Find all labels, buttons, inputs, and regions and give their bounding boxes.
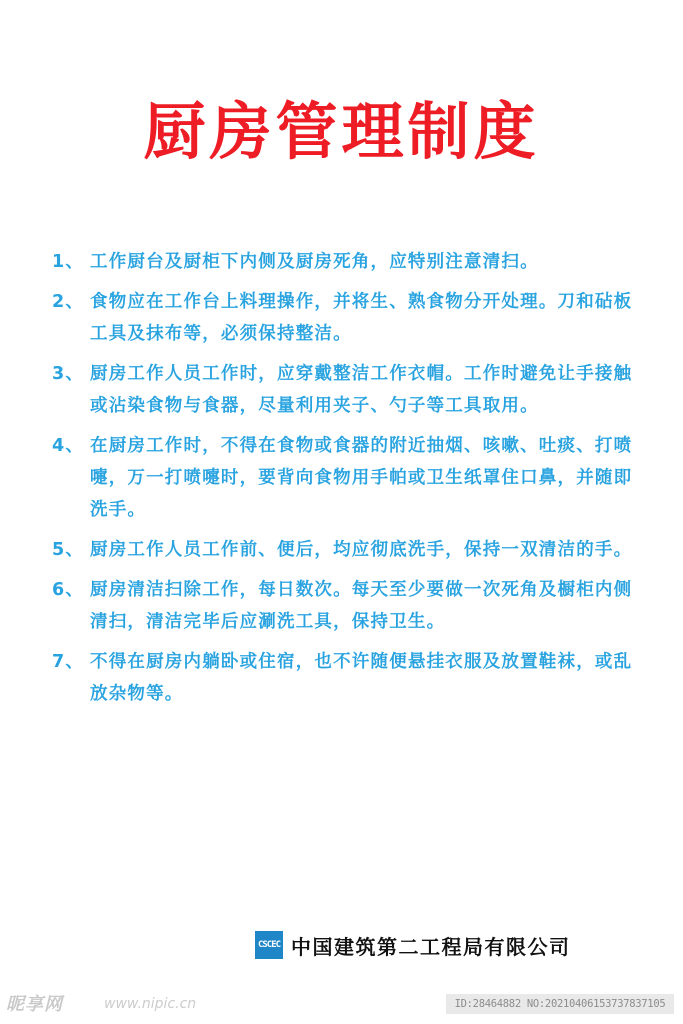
company-footer	[255, 929, 571, 961]
rule-number: 5、	[52, 540, 85, 560]
rules-list	[52, 246, 642, 718]
rule-item	[52, 358, 642, 422]
watermark-site: www.nipic.cn	[104, 996, 197, 1012]
rule-number: 6、	[52, 580, 85, 600]
rule-text: 厨房工作人员工作前、便后，均应彻底洗手，保持一双清洁的手。	[90, 540, 633, 560]
watermark-id: ID:28464882 NO:20210406153737837105	[446, 994, 674, 1014]
company-name: 中国建筑第二工程局有限公司	[291, 934, 571, 959]
rule-number: 1、	[52, 252, 85, 272]
rule-text: 工作厨台及厨柜下内侧及厨房死角，应特别注意清扫。	[90, 252, 539, 272]
rule-item	[52, 286, 642, 350]
rule-text: 厨房清洁扫除工作，每日数次。每天至少要做一次死角及橱柜内侧清扫，清洁完毕后应涮洗工具，保持卫生。	[90, 580, 633, 632]
cscec-logo-icon: CSCEC	[255, 931, 283, 959]
rule-item	[52, 246, 642, 278]
page-title: 厨房管理制度	[143, 95, 540, 168]
rule-item	[52, 646, 642, 710]
rule-number: 7、	[52, 652, 85, 672]
rule-number: 4、	[52, 436, 85, 456]
rule-number: 3、	[52, 364, 85, 384]
rule-text: 食物应在工作台上料理操作，并将生、熟食物分开处理。刀和砧板工具及抹布等，必须保持整洁。	[90, 292, 633, 344]
rule-item	[52, 574, 642, 638]
rule-text: 不得在厨房内躺卧或住宿，也不许随便悬挂衣服及放置鞋袜，或乱放杂物等。	[90, 652, 633, 704]
rule-text: 厨房工作人员工作时，应穿戴整洁工作衣帽。工作时避免让手接触或沾染食物与食器，尽量利用夹子、勺子等工具取用。	[90, 364, 633, 416]
rule-item	[52, 430, 642, 526]
watermark-brand: 昵享网	[6, 994, 63, 1015]
rule-number: 2、	[52, 292, 85, 312]
rule-text: 在厨房工作时，不得在食物或食器的附近抽烟、咳嗽、吐痰、打喷嚏，万一打喷嚏时，要背向食物用手帕或卫生纸罩住口鼻，并随即洗手。	[90, 436, 633, 520]
rule-item	[52, 534, 642, 566]
